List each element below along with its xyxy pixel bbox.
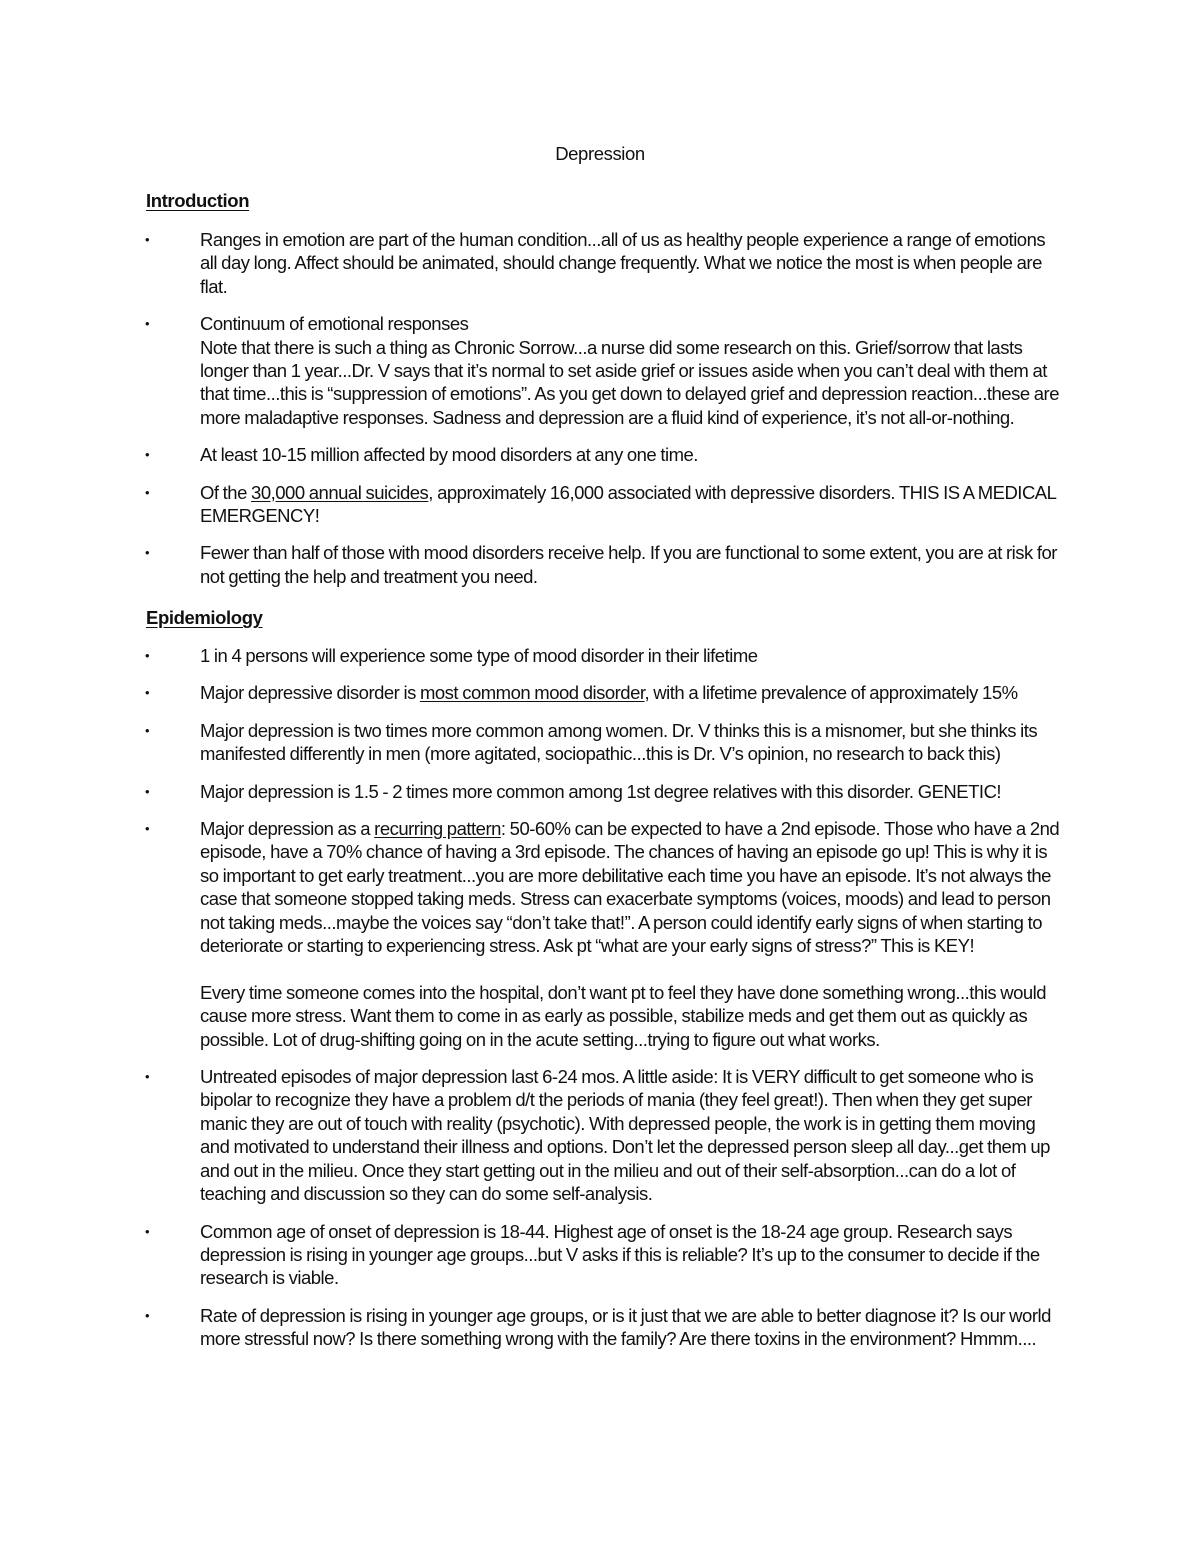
bullet-text <box>200 817 1060 957</box>
bullet-text: Major depression is two times more common among women. Dr. V thinks this is a misnomer, but she thinks its manifested differently in men (more agitated, sociopathic...this is Dr. V’s opinion, no research to back this) <box>200 719 1038 765</box>
introduction-bullet-list <box>0 228 1200 602</box>
text-segment: Major depression as a <box>200 818 375 840</box>
document-title: Depression <box>555 143 645 164</box>
bullet-icon: • <box>145 545 150 561</box>
bullet-text: Common age of onset of depression is 18-44. Highest age of onset is the 18-24 age group. Research says depression is rising in younger age groups...but V asks if this is reliable? It’s up to the consumer to decide if the research is viable. <box>200 1220 1040 1289</box>
bullet-text: Major depression is 1.5 - 2 times more common among 1st degree relatives with this disorder. GENETIC! <box>200 780 1002 802</box>
bullet-text: At least 10-15 million affected by mood disorders at any one time. <box>200 444 698 466</box>
bullet-note: Note that there is such a thing as Chronic Sorrow...a nurse did some research on this. Grief/sorrow that lasts longer than 1 year...Dr. V says that it’s normal to set aside grief or issues aside when you can’t deal with them at that time...this is “suppression of emotions”. As you get down to delayed grief and depression reaction...these are more maladaptive responses. Sadness and depression are a fluid kind of experience, it’s not all-or-nothing. <box>200 336 1059 428</box>
list-item <box>0 1304 1060 1351</box>
text-segment: Of the <box>200 481 252 503</box>
list-item <box>0 228 1060 298</box>
bullet-icon: • <box>145 685 150 701</box>
list-item <box>0 1065 1060 1205</box>
bullet-icon: • <box>145 484 150 500</box>
underlined-phrase: most common mood disorder <box>419 682 645 704</box>
list-item <box>0 541 1060 588</box>
bullet-text <box>200 681 1060 704</box>
list-item <box>0 1220 1060 1290</box>
section-heading-introduction: Introduction <box>146 190 250 211</box>
list-item <box>0 719 1060 766</box>
list-item <box>0 780 1060 803</box>
list-item <box>0 644 1060 667</box>
bullet-icon: • <box>145 722 150 738</box>
bullet-icon: • <box>145 1069 150 1085</box>
underlined-phrase: 30,000 annual suicides <box>251 481 429 503</box>
text-segment: : 50-60% can be expected to have a 2nd episode. Those who have a 2nd episode, have a 70% chance of having a 3rd episode. The chances of having an episode go up! This is why it is so important to get early treatment...you are more debilitative each time you have an episode. It’s not always the case that someone stopped taking meds. Stress can exacerbate symptoms (voices, moods) and lead to person not taking meds...maybe the voices say “don’t take that!”. A person could identify early signs of when starting to deteriorate or starting to experiencing stress. Ask pt “what are your early signs of stress?” This is KEY! <box>200 818 1060 957</box>
list-item <box>0 443 1060 466</box>
bullet-icon: • <box>145 1223 150 1239</box>
bullet-note: Every time someone comes into the hospital, don’t want pt to feel they have done something wrong...this would cause more stress. Want them to come in as early as possible, stabilize meds and get them out as quickly as possible. Lot of drug-shifting going on in the acute setting...trying to figure out what works. <box>200 981 1047 1050</box>
bullet-text: Fewer than half of those with mood disorders receive help. If you are functional to some extent, you are at risk for not getting the help and treatment you need. <box>200 542 1057 587</box>
bullet-text: Untreated episodes of major depression last 6-24 mos. A little aside: It is VERY difficult to get someone who is bipolar to recognize they have a problem d/t the periods of mania (they feel great!). Then when they get super manic they are out of touch with reality (psychotic). With depressed people, the work is in getting them moving and motivated to understand their illness and options. Don’t let the depressed person sleep all day...get them up and out in the milieu. Once they start getting out in the milieu and out of their self-absorption...can do a lot of teaching and discussion so they can do some self-analysis. <box>200 1066 1050 1205</box>
list-item <box>0 312 1060 429</box>
epidemiology-bullet-list <box>0 644 1200 1365</box>
section-heading-epidemiology: Epidemiology <box>146 607 263 628</box>
text-segment: Major depressive disorder is <box>200 682 420 704</box>
text-segment: , with a lifetime prevalence of approximately 15% <box>644 682 1018 704</box>
bullet-icon: • <box>145 783 150 799</box>
bullet-text: Rate of depression is rising in younger age groups, or is it just that we are able to better diagnose it? Is our world more stressful now? Is there something wrong with the family? Are there toxins in the environment? Hmmm.... <box>200 1304 1051 1350</box>
bullet-icon: • <box>145 821 150 837</box>
bullet-text <box>200 481 1060 528</box>
list-item <box>0 481 1060 528</box>
bullet-text: 1 in 4 persons will experience some type of mood disorder in their lifetime <box>200 645 758 666</box>
text-segment: , approximately 16,000 associated with depressive disorders. THIS IS A MEDICAL EMERGENCY! <box>200 481 1056 527</box>
list-item <box>0 681 1060 704</box>
list-item <box>0 817 1060 1051</box>
bullet-text: Ranges in emotion are part of the human condition...all of us as healthy people experience a range of emotions all day long. Affect should be animated, should change frequently. What we notice the most is when people are flat. <box>200 229 1046 297</box>
bullet-text: Continuum of emotional responses <box>200 313 469 335</box>
bullet-icon: • <box>145 447 150 463</box>
bullet-icon: • <box>145 232 150 247</box>
bullet-icon: • <box>145 316 150 332</box>
bullet-icon: • <box>145 648 150 663</box>
bullet-icon: • <box>145 1307 150 1323</box>
underlined-phrase: recurring pattern <box>374 818 501 840</box>
